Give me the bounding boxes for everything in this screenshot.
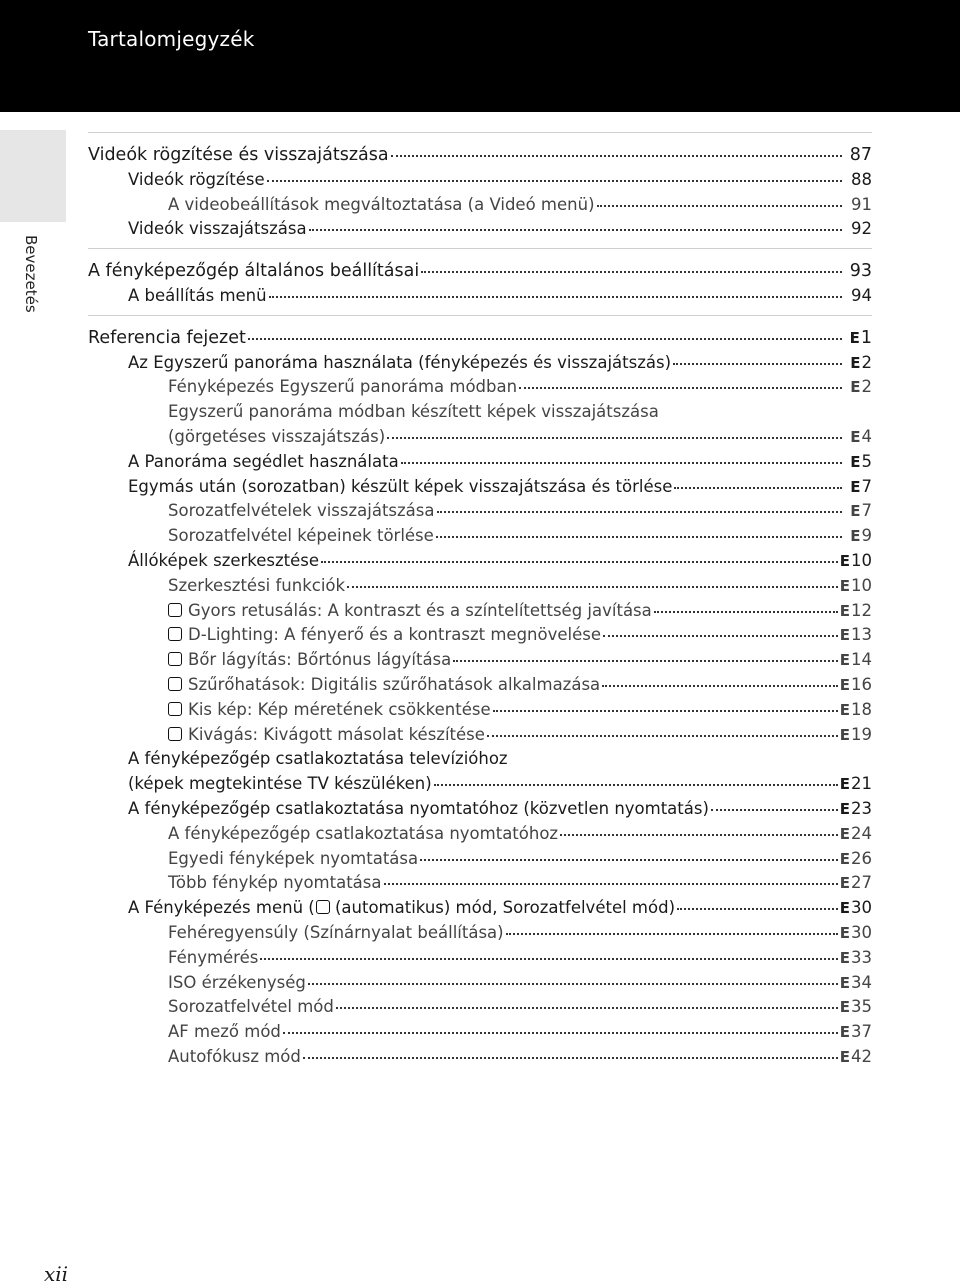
page-ref [840,871,872,896]
toc-entry-text [128,896,675,921]
toc-entry-line [88,747,872,772]
toc-entry-text: A beállítás menü [128,285,267,305]
page-number-ref: 27 [851,873,872,893]
auto-mode-icon [316,900,330,914]
dot-leader [560,834,838,836]
page-ref [844,217,872,242]
dot-leader [384,883,838,885]
page-ref [840,698,872,723]
page-number-ref: 13 [851,625,872,645]
toc-entry[interactable] [88,259,872,284]
toc-entry-label: Szűrőhatások: Digitális szűrőhatások alkalmazása [188,674,601,694]
toc-entry[interactable] [88,995,872,1020]
toc-entry-text: Egyedi fényképek nyomtatása [168,848,419,868]
toc-entry[interactable] [88,1045,872,1070]
toc-entry-line [88,400,872,425]
reference-section-icon: E [839,923,850,942]
toc-entry[interactable] [88,549,872,574]
toc-entry[interactable] [88,450,872,475]
dot-leader [597,205,842,207]
toc-entry[interactable] [88,871,872,896]
reference-section-icon: E [839,725,850,744]
page-number-ref: 87 [849,145,872,165]
page-ref [840,896,872,921]
page-number-ref: 94 [851,285,872,305]
page-ref [844,524,872,549]
page-number-ref: 2 [861,352,872,372]
toc-entry[interactable] [88,921,872,946]
reference-section-icon: E [850,353,861,372]
page-header [0,0,960,112]
reference-section-icon: E [839,1023,850,1042]
reference-section-icon: E [839,849,850,868]
dot-leader [519,387,842,389]
page-ref [840,971,872,996]
page-number-ref: 19 [851,724,872,744]
toc-section [88,132,872,248]
dot-leader [260,958,837,960]
toc-entry-text: A fényképezőgép általános beállításai [88,261,420,282]
dot-leader [677,908,838,910]
dot-leader [711,809,838,811]
table-of-contents [88,132,872,1070]
dot-leader [654,611,838,613]
toc-entry[interactable] [88,351,872,376]
reference-section-icon: E [839,675,850,694]
reference-section-icon: E [839,899,850,918]
page-number-ref: 14 [851,650,872,670]
toc-entry-text [168,599,652,624]
toc-entry[interactable] [88,723,872,748]
chapter-tab-label: Bevezetés [22,235,40,313]
toc-section [88,315,872,1070]
dot-leader [303,1057,838,1059]
page-ref [840,946,872,971]
toc-entry[interactable] [88,822,872,847]
toc-entry[interactable] [88,797,872,822]
page-number-ref: 5 [861,451,872,471]
dot-leader [674,487,842,489]
page-number-ref: 34 [851,972,872,992]
toc-entry-text-cont: (görgetéses visszajátszás) [168,426,386,446]
toc-entry-text: Fényképezés Egyszerű panoráma módban [168,377,518,397]
dot-leader [391,155,842,157]
page-ref [840,549,872,574]
toc-entry-text: A fényképezőgép csatlakoztatása nyomtatóhoz (közvetlen nyomtatás) [128,798,709,818]
toc-entry-text: Több fénykép nyomtatása [168,873,382,893]
page-ref [840,673,872,698]
page-number-ref: 35 [851,997,872,1017]
page-number-ref: 37 [851,1022,872,1042]
dot-leader [506,933,838,935]
dot-leader [248,338,842,340]
page-ref [844,168,872,193]
toc-entry-text [168,723,485,748]
toc-entry-label: Kis kép: Kép méretének csökkentése [188,699,491,719]
toc-entry[interactable] [88,217,872,242]
reference-section-icon: E [850,527,861,546]
toc-entry-text [168,648,451,673]
toc-entry[interactable] [88,946,872,971]
page-number-ref: 24 [851,823,872,843]
page-number-ref: 42 [851,1046,872,1066]
toc-entry-text: AF mező mód [168,1022,281,1042]
quick-retouch-icon [168,603,182,617]
page-number-ref: 23 [851,798,872,818]
crop-icon [168,727,182,741]
page-number-ref: 16 [851,674,872,694]
toc-entry[interactable] [88,475,872,500]
toc-entry-label: Bőr lágyítás: Bőrtónus lágyítása [188,650,452,670]
dot-leader [336,1007,838,1009]
toc-entry[interactable] [88,326,872,351]
reference-section-icon: E [839,775,850,794]
dot-leader [283,1032,838,1034]
toc-entry-text: Szerkesztési funkciók [168,575,346,595]
page-ref [840,921,872,946]
toc-entry-label: Kivágás: Kivágott másolat készítése [188,724,485,744]
dot-leader [436,536,842,538]
toc-entry[interactable] [88,847,872,872]
toc-entry[interactable] [88,284,872,309]
dot-leader [487,735,838,737]
page-ref [840,772,872,797]
page-ref [844,259,872,284]
small-picture-icon [168,702,182,716]
page-number-ref: 30 [851,922,872,942]
chapter-tab[interactable] [0,130,66,222]
page-number-ref: 2 [861,377,872,397]
toc-entry-label: D-Lighting: A fényerő és a kontraszt megnövelése [188,625,601,645]
toc-entry[interactable] [88,698,872,723]
page-ref [840,623,872,648]
dot-leader [308,983,838,985]
reference-section-icon: E [839,576,850,595]
page-ref [844,351,872,376]
toc-entry-text [168,673,600,698]
dot-leader [453,660,837,662]
page-ref [844,284,872,309]
d-lighting-icon [168,627,182,641]
toc-entry-text-cont: (képek megtekintése TV készüléken) [128,774,432,794]
dot-leader [309,229,842,231]
toc-entry-text: Egyszerű panoráma módban készített képek visszajátszása [168,402,659,422]
page-number-ref: 33 [851,947,872,967]
page-ref [840,995,872,1020]
page-number-ref: 93 [849,261,872,282]
page-ref [840,797,872,822]
reference-section-icon: E [839,651,850,670]
reference-section-icon: E [839,874,850,893]
reference-section-icon: E [839,601,850,620]
page-ref [844,375,872,400]
page-number: xii [44,1262,69,1286]
toc-entry-text: Sorozatfelvételek visszajátszása [168,501,435,521]
toc-entry-text: ISO érzékenység [168,972,306,992]
reference-section-icon: E [839,700,850,719]
toc-entry-text: A fényképezőgép csatlakoztatása televízióhoz [128,749,508,769]
page-number-ref: 12 [851,600,872,620]
reference-section-icon: E [839,824,850,843]
dot-leader [603,635,838,637]
toc-entry[interactable] [88,168,872,193]
toc-entry[interactable] [88,375,872,400]
page-ref [844,475,872,500]
dot-leader [269,296,842,298]
dot-leader [267,180,842,182]
toc-entry[interactable] [88,1020,872,1045]
page-ref [840,1045,872,1070]
toc-entry[interactable] [88,772,872,797]
dot-leader [347,586,838,588]
reference-section-icon: E [849,328,860,347]
dot-leader [387,437,842,439]
page-ref [840,599,872,624]
dot-leader [401,462,842,464]
reference-section-icon: E [850,502,861,521]
toc-entry[interactable] [88,971,872,996]
page-number-ref: 1 [860,327,872,348]
dot-leader [321,561,838,563]
page-number-ref: 92 [851,219,872,239]
page-ref [840,1020,872,1045]
toc-section [88,248,872,315]
page-ref [844,425,872,450]
toc-entry-text [168,623,601,648]
dot-leader [602,685,838,687]
page-number-ref: 88 [851,169,872,189]
page-number-ref: 7 [861,476,872,496]
page-ref [840,822,872,847]
page-ref [840,648,872,673]
reference-section-icon: E [850,452,861,471]
dot-leader [437,511,843,513]
toc-entry-text: Referencia fejezet [88,327,246,348]
skin-softening-icon [168,652,182,666]
page-number-ref: 4 [861,426,872,446]
toc-entry[interactable] [88,673,872,698]
page-ref [844,499,872,524]
toc-entry-label: Gyors retusálás: A kontraszt és a színtelítettség javítása [188,600,652,620]
toc-entry[interactable] [88,524,872,549]
toc-entry-text [168,698,491,723]
toc-entry[interactable] [88,425,872,450]
toc-entry-text: Sorozatfelvétel mód [168,997,334,1017]
page-ref [844,450,872,475]
reference-section-icon: E [839,948,850,967]
toc-entry-text: Sorozatfelvétel képeinek törlése [168,526,434,546]
toc-entry[interactable] [88,499,872,524]
toc-entry-text: Videók visszajátszása [128,219,307,239]
toc-entry-text: A videobeállítások megváltoztatása (a Videó menü) [168,194,595,214]
toc-entry-text: Fehéregyensúly (Színárnyalat beállítása) [168,922,504,942]
toc-entry-label: A Fényképezés menü ( [128,898,315,918]
reference-section-icon: E [850,378,861,397]
page-number-ref: 21 [851,774,872,794]
reference-section-icon: E [839,626,850,645]
page-ref [840,574,872,599]
reference-section-icon: E [850,477,861,496]
reference-section-icon: E [850,427,861,446]
header-title: Tartalomjegyzék [88,27,255,51]
toc-entry-text: Az Egyszerű panoráma használata (fényképezés és visszajátszás) [128,352,672,372]
page-number-ref: 9 [861,526,872,546]
dot-leader [434,784,838,786]
page-number-ref: 7 [861,501,872,521]
toc-entry-text: Autofókusz mód [168,1046,301,1066]
toc-entry[interactable] [88,623,872,648]
toc-entry-text: Fénymérés [168,947,259,967]
toc-entry[interactable] [88,193,872,218]
reference-section-icon: E [839,551,850,570]
page-ref [840,847,872,872]
dot-leader [420,859,838,861]
reference-section-icon: E [839,998,850,1017]
toc-entry-text: Állóképek szerkesztése [128,550,320,570]
toc-entry-text: Videók rögzítése [128,169,265,189]
toc-entry-text: A Panoráma segédlet használata [128,451,399,471]
page-ref [844,193,872,218]
reference-section-icon: E [839,973,850,992]
toc-entry[interactable] [88,648,872,673]
page-ref [840,723,872,748]
page-number-ref: 10 [851,550,872,570]
reference-section-icon: E [839,1047,850,1066]
toc-entry[interactable] [88,896,872,921]
page-number-ref: 26 [851,848,872,868]
page-number-ref: 10 [851,575,872,595]
toc-entry-label-rest: (automatikus) mód, Sorozatfelvétel mód) [329,898,676,918]
page-number-ref: 18 [851,699,872,719]
toc-entry-text: Videók rögzítése és visszajátszása [88,145,389,165]
page-number-ref: 91 [851,194,872,214]
dot-leader [673,363,842,365]
toc-entry[interactable] [88,574,872,599]
page-ref [844,143,872,168]
dot-leader [421,271,842,273]
page-number-ref: 30 [851,898,872,918]
reference-section-icon: E [839,799,850,818]
toc-entry[interactable] [88,599,872,624]
toc-entry[interactable] [88,143,872,168]
toc-entry-text: Egymás után (sorozatban) készült képek visszajátszása és törlése [128,476,673,496]
page-ref [844,326,872,351]
dot-leader [493,710,838,712]
toc-entry-text: A fényképezőgép csatlakoztatása nyomtatóhoz [168,823,559,843]
filter-effects-icon [168,677,182,691]
